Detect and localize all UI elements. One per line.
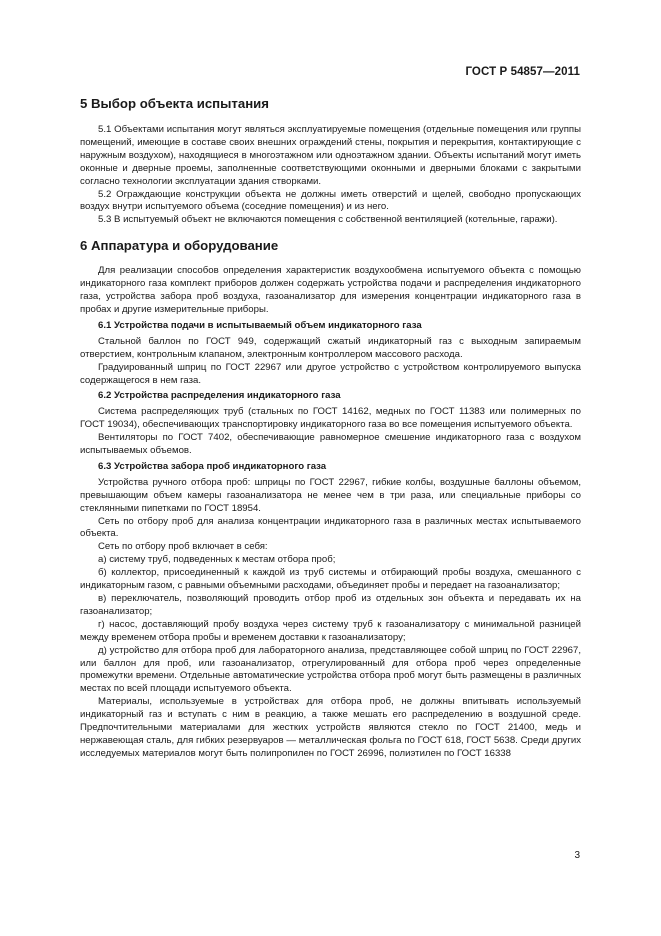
paragraph-5-2: 5.2 Ограждающие конструкции объекта не должны иметь отверстий и щелей, свободно пропускающих воздух внутри испытуемого объема (соседние помещения) и из него.: [80, 188, 581, 213]
paragraph-6-2-b: Вентиляторы по ГОСТ 7402, обеспечивающие равномерное смешение индикаторного газа с воздухом испытываемых объемов.: [80, 432, 581, 457]
subsection-6-1-title: 6.1 Устройства подачи в испытываемый объем индикаторного газа: [98, 319, 422, 331]
list-item-b: б) коллектор, присоединенный к каждой из труб системы и отбирающий пробы воздуха, смешанного с индикаторным газом, с равными объемными расходами, объединяет пробы и передает на газоанализатор;: [80, 567, 581, 592]
list-item-d: д) устройство для отбора проб для лабораторного анализа, представляющее собой шприц по ГОСТ 22967, или баллон для проб, или газоанализатор, отрегулированный для отбора проб через определенные промежутки времени. Отдельные автоматические устройства отбора проб могут быть размещены в различных местах по всей площади испытуемого объекта.: [80, 644, 581, 695]
paragraph-6-intro: Для реализации способов определения характеристик воздухообмена испытуемого объекта с помощью индикаторного газа комплект приборов должен содержать устройства подачи и распределения индикаторного газа, устройства забора проб воздуха, газоанализатор для измерения концентрации индикаторного газа в пробах и другие измерительные приборы.: [80, 265, 581, 315]
paragraph-6-3-includes: Сеть по отбору проб включает в себя:: [98, 541, 268, 553]
page-content: [80, 96, 581, 761]
subsection-6-3-title: 6.3 Устройства забора проб индикаторного газа: [98, 460, 327, 472]
page-number: 3: [574, 850, 580, 861]
section-5-title: 5 Выбор объекта испытания: [80, 96, 269, 111]
document-code-header: ГОСТ Р 54857—2011: [465, 66, 580, 78]
list-item-g: г) насос, доставляющий пробу воздуха через систему труб к газоанализатору с минимальной разницей между временем отбора пробы и временем доставки к газоанализатору;: [80, 618, 581, 643]
paragraph-6-2-a: Система распределяющих труб (стальных по ГОСТ 14162, медных по ГОСТ 11383 или полимерных по ГОСТ 19034), обеспечивающих транспортировку индикаторного газа во все помещения испытуемого объекта.: [80, 406, 581, 431]
list-item-v: в) переключатель, позволяющий проводить отбор проб из отдельных зон объекта и передавать их на газоанализатор;: [80, 593, 581, 617]
subsection-6-2-title: 6.2 Устройства распределения индикаторного газа: [98, 390, 341, 402]
paragraph-5-3: 5.3 В испытуемый объект не включаются помещения с собственной вентиляцией (котельные, гаражи).: [98, 214, 558, 226]
paragraph-6-1-a: Стальной баллон по ГОСТ 949, содержащий сжатый индикаторный газ с выходным запираемым отверстием, контрольным клапаном, электронным контроллером массового расхода.: [80, 335, 581, 360]
paragraph-6-3-network: Сеть по отбору проб для анализа концентрации индикаторного газа в различных местах испытываемого объекта.: [80, 515, 581, 540]
paragraph-6-1-b: Градуированный шприц по ГОСТ 22967 или другое устройство с устройством контролируемого выпуска содержащегося в нем газа.: [80, 361, 581, 386]
paragraph-6-3-materials: Материалы, используемые в устройствах для отбора проб, не должны впитывать используемый индикаторный газ и вступать с ним в реакцию, а также мешать его распределению в воздушной среде. Предпочтительными материалами для жестких устройств являются стекло по ГОСТ 21400, медь и нержавеющая сталь, для гибких резервуаров — металлическая фольга по ГОСТ 618, ГОСТ 5638. Среди других исследуемых материалов могут быть полипропилен по ГОСТ 26996, полиэтилен по ГОСТ 16338: [80, 696, 581, 759]
section-6-title: 6 Аппаратура и оборудование: [80, 238, 279, 254]
paragraph-5-1: 5.1 Объектами испытания могут являться эксплуатируемые помещения (отдельные помещения или группы помещений, имеющие в составе своих внешних ограждений стены, покрытия и перекрытия, контактирующие с наружным воздухом), находящиеся в многоэтажном или одноэтажном здании. Объекты испытаний могут иметь оконные и дверные проемы, заполненные соответствующими оконными и дверными блоками с закрытыми согласно технологии эксплуатации здания створками.: [80, 124, 581, 187]
paragraph-6-3-devices: Устройства ручного отбора проб: шприцы по ГОСТ 22967, гибкие колбы, воздушные баллоны объемом, превышающим объем камеры газоанализатора не менее чем в три раза, или специальные приборы со стеклянными пипетками по ГОСТ 18954.: [80, 476, 581, 514]
list-item-a: а) систему труб, подведенных к местам отбора проб;: [98, 554, 336, 566]
